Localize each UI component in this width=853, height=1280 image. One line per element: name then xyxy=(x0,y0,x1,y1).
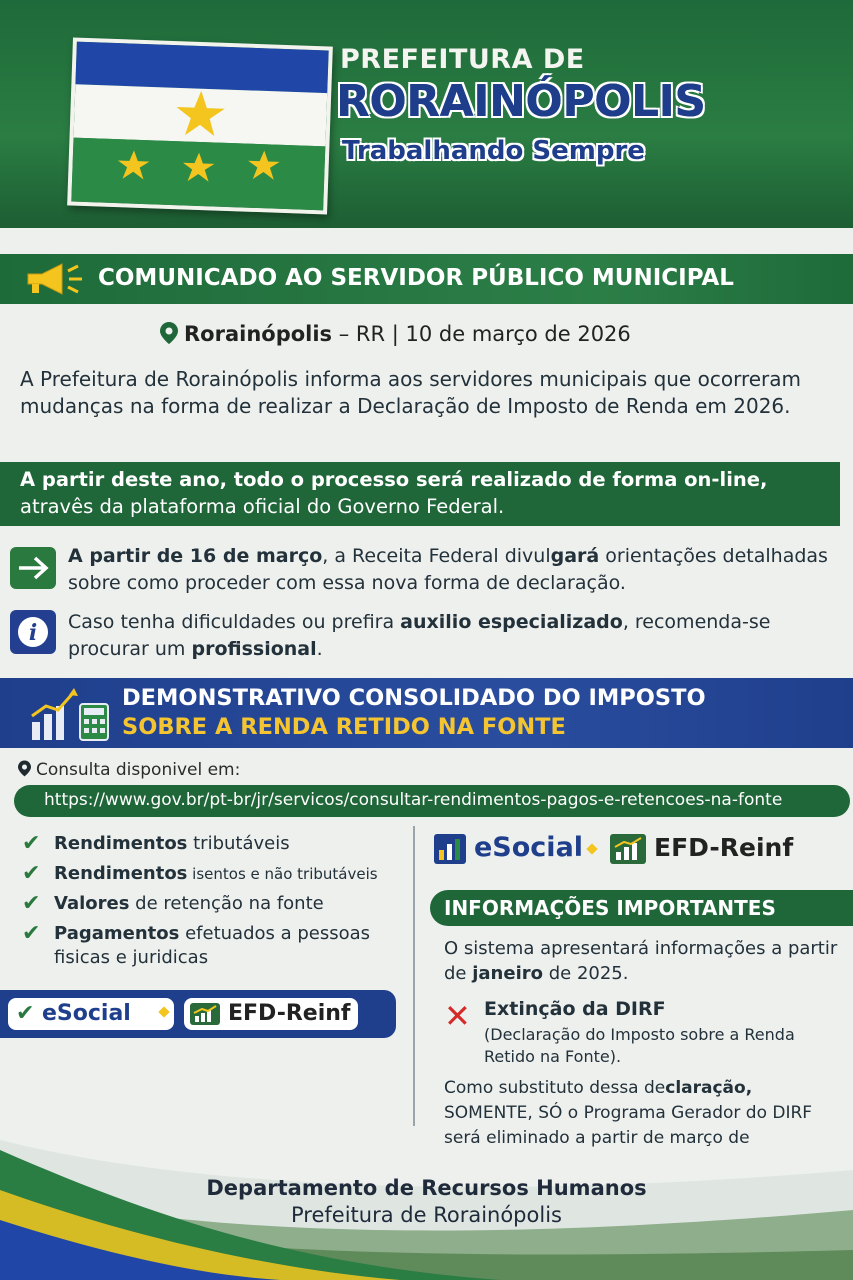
notice-date-text1: , a Receita Federal divul xyxy=(322,545,551,567)
checklist-text: tributáveis xyxy=(187,833,290,854)
demonstrativo-line-2: SOBRE A RENDA RETIDO NA FONTE xyxy=(122,714,566,740)
esocial-label: eSocial xyxy=(42,1001,131,1026)
check-icon: ✔ xyxy=(16,1001,35,1026)
checklist-text: isentos e não tributáveis xyxy=(187,865,378,883)
notice-help-paragraph xyxy=(68,609,843,663)
logos-bar-right xyxy=(434,830,834,870)
check-icon: ✔ xyxy=(22,831,41,856)
notice-date-bold: A partir de 16 de março xyxy=(68,545,323,567)
footer-prefecture: Prefeitura de Rorainópolis xyxy=(291,1203,562,1227)
location-city: Rorainópolis xyxy=(184,322,333,346)
online-highlight-bar xyxy=(0,462,840,526)
efd-reinf-logo xyxy=(184,998,358,1030)
consulta-label xyxy=(18,760,240,780)
svg-text:i: i xyxy=(28,620,38,646)
flag-icon xyxy=(67,38,333,215)
demonstrativo-line-1: DEMONSTRATIVO CONSOLIDADO DO IMPOSTO xyxy=(122,685,706,711)
notice-help-text1: Caso tenha dificuldades ou prefira xyxy=(68,611,401,633)
chart-icon xyxy=(610,834,646,864)
efd-reinf-label: EFD-Reinf xyxy=(654,833,794,862)
header-banner xyxy=(0,0,853,228)
intro-paragraph: A Prefeitura de Rorainópolis informa aos servidores municipais que ocorreram mudanças na forma de realizar a Declaração de Imposto de Renda em 2026. xyxy=(20,367,801,418)
checklist-text: de retenção na fonte xyxy=(129,893,324,914)
check-icon: ✔ xyxy=(22,891,41,916)
location-date xyxy=(160,322,631,346)
notice-help-text2: , recomenda-se procurar um xyxy=(68,611,771,660)
subst-text-a: Como substituto dessa de xyxy=(444,1078,666,1098)
notice-help-text3: . xyxy=(316,638,323,660)
info-text-bold: janeiro xyxy=(472,963,543,984)
subst-text-bold: claração, xyxy=(665,1078,753,1098)
info-text-a: O sistema apresentará informações a partir de xyxy=(444,938,838,984)
location-pin-icon xyxy=(160,322,178,344)
slogan: Trabalhando Sempre xyxy=(342,136,645,166)
consulta-label-text: Consulta disponivel em: xyxy=(36,760,241,780)
dirf-title: Extinção da DIRF xyxy=(484,998,666,1020)
esocial-label: eSocial xyxy=(474,832,584,863)
checklist-text: efetuados a pessoas fisicas e juridicas xyxy=(54,923,371,968)
checklist-item xyxy=(22,892,412,916)
url-link[interactable] xyxy=(14,785,850,817)
notice-help-bold1: auxilio especializado xyxy=(400,611,623,633)
close-x-icon: ✕ xyxy=(444,997,471,1035)
chart-icon xyxy=(190,1003,220,1025)
dirf-subtitle: (Declaração do Imposto sobre a Renda Retido na Fonte). xyxy=(484,1025,795,1066)
city-name: RORAINÓPOLIS xyxy=(336,76,706,127)
info-icon xyxy=(10,610,56,654)
location-pin-icon xyxy=(18,760,31,777)
checklist-bold: Rendimentos xyxy=(54,863,188,884)
logos-bar-left xyxy=(0,990,396,1038)
column-divider xyxy=(413,826,415,1126)
checklist-bold: Pagamentos xyxy=(54,923,180,944)
header-prefix: PREFEITURA DE xyxy=(340,44,585,75)
info-header xyxy=(430,890,853,926)
notice-help-bold2: profissional xyxy=(191,638,317,660)
esocial-icon xyxy=(434,834,466,864)
checklist xyxy=(22,832,412,976)
info-title: INFORMAÇÕES IMPORTANTES xyxy=(444,896,776,920)
checklist-item xyxy=(22,832,412,856)
demonstrativo-bar xyxy=(0,678,853,748)
location-rest: – RR | 10 de março de 2026 xyxy=(332,322,631,346)
highlight-line-1: A partir deste ano, todo o processo será realizado de forma on-line, xyxy=(20,468,768,491)
info-paragraph xyxy=(444,936,844,986)
highlight-line-2: atravês da plataforma oficial do Governo Federal. xyxy=(20,495,505,518)
diamond-icon xyxy=(158,1006,169,1017)
megaphone-icon xyxy=(22,262,92,296)
esocial-logo xyxy=(8,998,174,1030)
checklist-bold: Valores xyxy=(54,893,130,914)
check-icon: ✔ xyxy=(22,861,41,886)
notice-date-text2: orientações detalhadas sobre como proceder com essa nova forma de declaração. xyxy=(68,545,828,594)
efd-reinf-label: EFD-Reinf xyxy=(228,1001,351,1026)
diamond-icon xyxy=(586,843,597,854)
subst-text-c: SOMENTE, SÓ o Programa Gerador do DIRF será eliminado a partir de março de xyxy=(444,1103,813,1148)
growth-chart-icon xyxy=(28,686,112,742)
announcement-bar xyxy=(0,254,853,304)
footer-department: Departamento de Recursos Humanos xyxy=(206,1176,647,1200)
arrow-right-icon xyxy=(10,547,56,589)
info-text-c: de 2025. xyxy=(543,963,629,984)
check-icon: ✔ xyxy=(22,921,41,946)
checklist-bold: Rendimentos xyxy=(54,833,188,854)
checklist-item xyxy=(22,922,412,970)
notice-date-bold2: gará xyxy=(550,545,600,567)
notice-date-paragraph xyxy=(68,543,843,597)
url-text[interactable]: https://www.gov.br/pt-br/jr/servicos/consultar-rendimentos-pagos-e-retencoes-na-fonte xyxy=(44,790,783,810)
announcement-title: COMUNICADO AO SERVIDOR PÚBLICO MUNICIPAL xyxy=(98,265,734,291)
checklist-item xyxy=(22,862,412,886)
